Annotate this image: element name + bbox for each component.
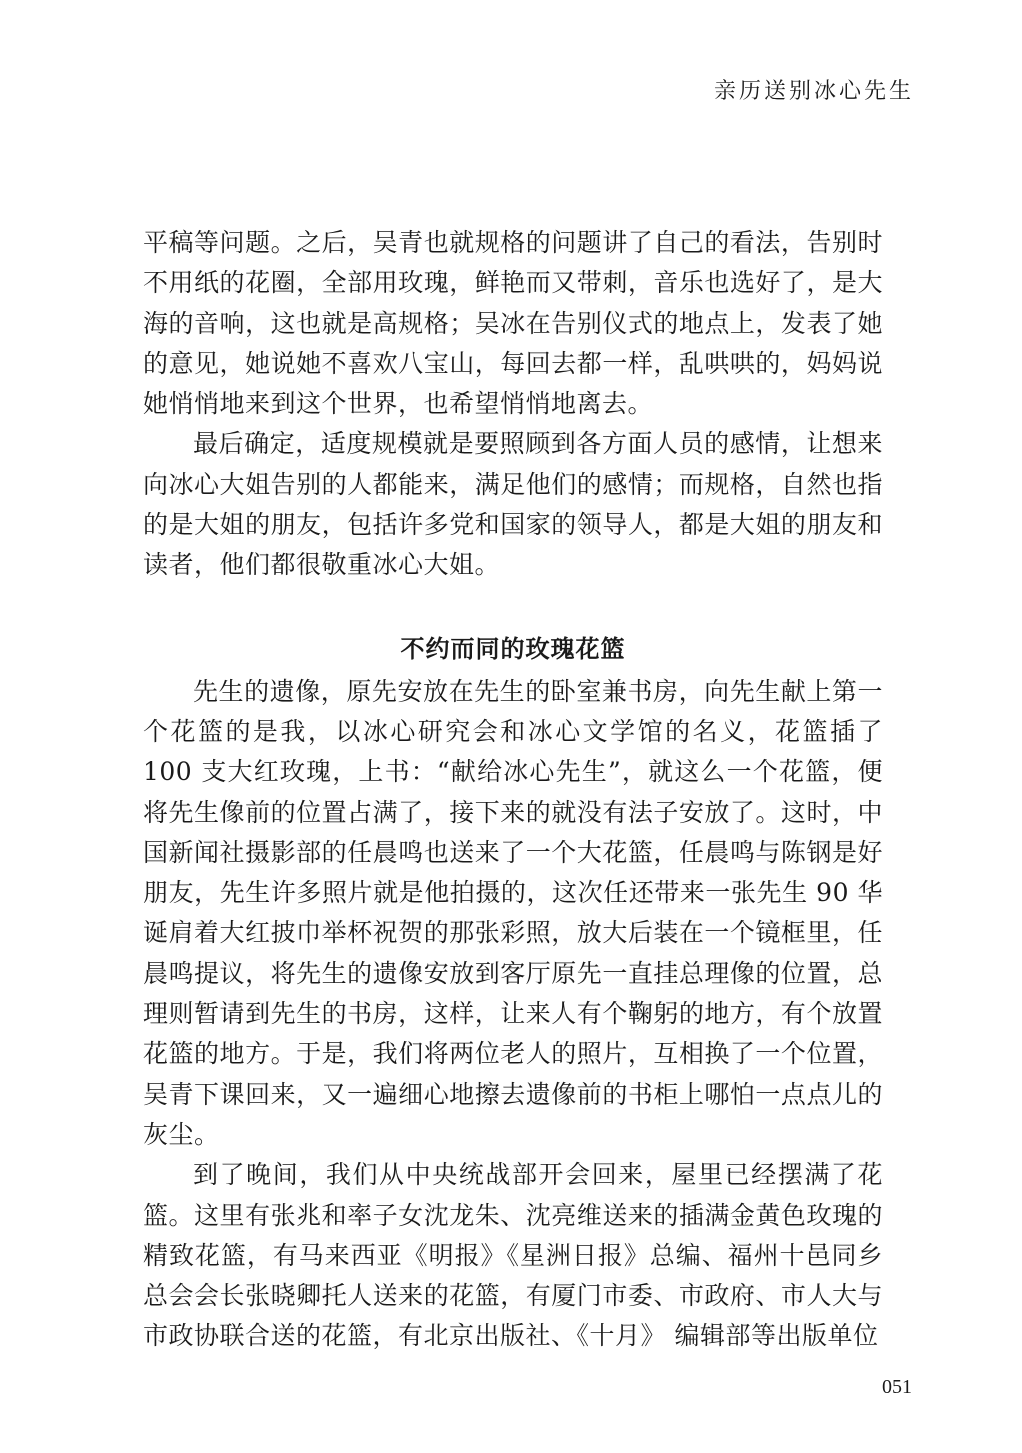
paragraph-4: 到了晚间，我们从中央统战部开会回来，屋里已经摆满了花篮。这里有张兆和率子女沈龙朱、沈亮维送来的插满金黄色玫瑰的精致花篮，有马来西亚《明报》《星洲日报》总编、福州十邑同乡总会会长张晓卿托人送来的花篮，有厦门市委、市政府、市人大与市政协联合送的花篮，有北京出版社、《十月》 编辑部等出版单位 [143,1160,883,1351]
page-number: 051 [882,1376,912,1398]
running-header: 亲历送别冰心先生 [713,79,914,104]
page-body [143,223,883,1357]
paragraph-1: 平稿等问题。之后，吴青也就规格的问题讲了自己的看法，告别时不用纸的花圈，全部用玫瑰，鲜艳而又带刺，音乐也选好了，是大海的音响，这也就是高规格；吴冰在告别仪式的地点上，发表了她的意见，她说她不喜欢八宝山，每回去都一样，乱哄哄的，妈妈说她悄悄地来到这个世界，也希望悄悄地离去。 [143,228,883,419]
paragraph-3: 先生的遗像，原先安放在先生的卧室兼书房，向先生献上第一个花篮的是我，以冰心研究会和冰心文学馆的名义，花篮插了 100 支大红玫瑰，上书：“献给冰心先生”，就这么一个花篮，便将先生像前的位置占满了，接下来的就没有法子安放了。这时，中国新闻社摄影部的任晨鸣也送来了一个大花篮，任晨鸣与陈钢是好朋友，先生许多照片就是他拍摄的，这次任还带来一张先生 90 华诞肩着大红披巾举杯祝贺的那张彩照，放大后装在一个镜框里，任晨鸣提议，将先生的遗像安放到客厅原先一直挂总理像的位置，总理则暂请到先生的书房，这样，让来人有个鞠躬的地方，有个放置花篮的地方。于是，我们将两位老人的照片，互相换了一个位置，吴青下课回来，又一遍细心地擦去遗像前的书柜上哪怕一点点儿的灰尘。 [143,676,883,1149]
section-heading: 不约而同的玫瑰花篮 [400,634,626,663]
paragraph-2: 最后确定，适度规模就是要照顾到各方面人员的感情，让想来向冰心大姐告别的人都能来，满足他们的感情；而规格，自然也指的是大姐的朋友，包括许多党和国家的领导人，都是大姐的朋友和读者，他们都很敬重冰心大姐。 [143,429,883,580]
